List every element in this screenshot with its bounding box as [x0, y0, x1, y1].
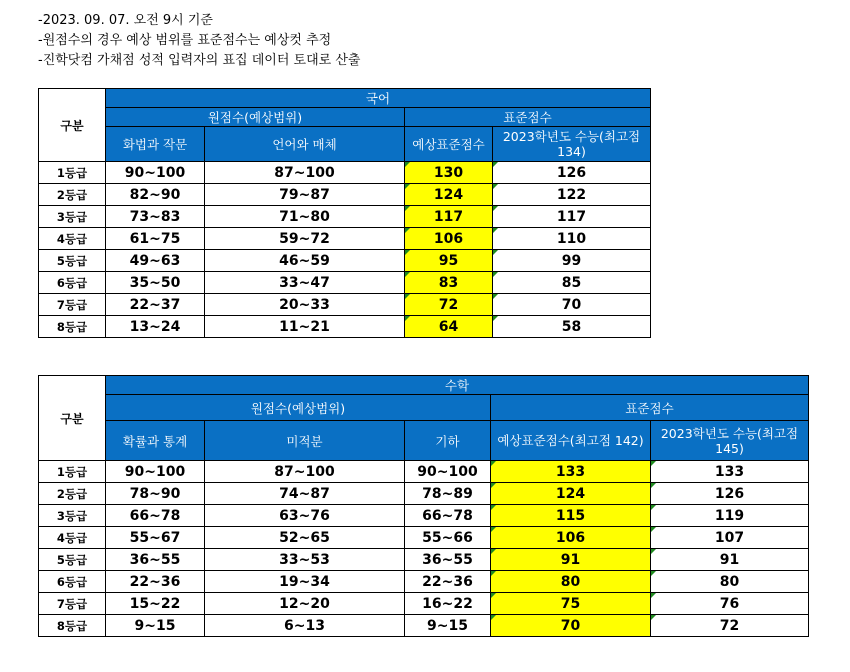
- eon-score-cell: 79~87: [205, 184, 405, 206]
- prev-std-cell: 91: [651, 549, 809, 571]
- eon-score-cell: 59~72: [205, 228, 405, 250]
- table-row: [39, 505, 809, 527]
- prob-score-cell: 36~55: [106, 549, 205, 571]
- prev-std-cell: 72: [651, 615, 809, 637]
- calc-score-cell: 63~76: [205, 505, 405, 527]
- pred-std-cell: 133: [491, 461, 651, 483]
- prev-std-cell: 126: [493, 162, 651, 184]
- prev-std-cell: 85: [493, 272, 651, 294]
- table-row: [39, 228, 651, 250]
- eon-score-cell: 71~80: [205, 206, 405, 228]
- grade-cell: 6등급: [39, 571, 106, 593]
- hwa-score-cell: 49~63: [106, 250, 205, 272]
- grade-cell: 8등급: [39, 316, 106, 338]
- prev-std-cell: 58: [493, 316, 651, 338]
- calc-score-cell: 74~87: [205, 483, 405, 505]
- table-row: [39, 483, 809, 505]
- eon-score-cell: 33~47: [205, 272, 405, 294]
- pred-std-cell: 70: [491, 615, 651, 637]
- prob-score-cell: 90~100: [106, 461, 205, 483]
- table-row: [39, 272, 651, 294]
- prev-std-cell: 133: [651, 461, 809, 483]
- calc-score-cell: 52~65: [205, 527, 405, 549]
- pred-std-cell: 130: [405, 162, 493, 184]
- prev-std-cell: 99: [493, 250, 651, 272]
- grade-cell: 5등급: [39, 549, 106, 571]
- grade-cell: 7등급: [39, 294, 106, 316]
- hwa-score-cell: 35~50: [106, 272, 205, 294]
- hwa-score-cell: 82~90: [106, 184, 205, 206]
- grade-cell: 4등급: [39, 527, 106, 549]
- table-row: [39, 294, 651, 316]
- geo-score-cell: 66~78: [405, 505, 491, 527]
- col-header-2023: 2023학년도 수능(최고점134): [493, 127, 651, 162]
- pred-std-cell: 124: [491, 483, 651, 505]
- table-row: [39, 162, 651, 184]
- grade-cell: 1등급: [39, 162, 106, 184]
- table-row: [39, 184, 651, 206]
- col-header-prob: 확률과 통계: [106, 421, 205, 461]
- hwa-score-cell: 22~37: [106, 294, 205, 316]
- grade-cell: 1등급: [39, 461, 106, 483]
- hwa-score-cell: 73~83: [106, 206, 205, 228]
- prev-std-cell: 117: [493, 206, 651, 228]
- pred-std-cell: 95: [405, 250, 493, 272]
- geo-score-cell: 90~100: [405, 461, 491, 483]
- prob-score-cell: 22~36: [106, 571, 205, 593]
- note-line: -진학닷컴 가채점 성적 입력자의 표집 데이터 토대로 산출: [38, 53, 361, 68]
- hwa-score-cell: 61~75: [106, 228, 205, 250]
- pred-std-cell: 64: [405, 316, 493, 338]
- pred-std-cell: 72: [405, 294, 493, 316]
- grade-cell: 3등급: [39, 505, 106, 527]
- pred-std-cell: 106: [405, 228, 493, 250]
- table-row: [39, 206, 651, 228]
- eon-score-cell: 46~59: [205, 250, 405, 272]
- hwa-score-cell: 90~100: [106, 162, 205, 184]
- prob-score-cell: 9~15: [106, 615, 205, 637]
- pred-std-cell: 80: [491, 571, 651, 593]
- geo-score-cell: 9~15: [405, 615, 491, 637]
- calc-score-cell: 19~34: [205, 571, 405, 593]
- prob-score-cell: 66~78: [106, 505, 205, 527]
- gubun-header: 구분: [39, 376, 106, 461]
- pred-std-cell: 115: [491, 505, 651, 527]
- prev-std-cell: 80: [651, 571, 809, 593]
- table-row: [39, 250, 651, 272]
- geo-score-cell: 16~22: [405, 593, 491, 615]
- raw-score-header: 원점수(예상범위): [106, 108, 405, 127]
- grade-cell: 8등급: [39, 615, 106, 637]
- prev-std-cell: 126: [651, 483, 809, 505]
- raw-score-header: 원점수(예상범위): [106, 395, 491, 421]
- eon-score-cell: 11~21: [205, 316, 405, 338]
- prob-score-cell: 15~22: [106, 593, 205, 615]
- prev-std-cell: 119: [651, 505, 809, 527]
- prev-std-cell: 122: [493, 184, 651, 206]
- prev-std-cell: 76: [651, 593, 809, 615]
- col-header-2023: 2023학년도 수능(최고점145): [651, 421, 809, 461]
- col-header-geo: 기하: [405, 421, 491, 461]
- table-row: [39, 461, 809, 483]
- table-row: [39, 316, 651, 338]
- table-row: [39, 571, 809, 593]
- prev-std-cell: 70: [493, 294, 651, 316]
- prev-std-cell: 107: [651, 527, 809, 549]
- prob-score-cell: 55~67: [106, 527, 205, 549]
- geo-score-cell: 78~89: [405, 483, 491, 505]
- calc-score-cell: 33~53: [205, 549, 405, 571]
- subject-header: 수학: [106, 376, 809, 395]
- eon-score-cell: 87~100: [205, 162, 405, 184]
- geo-score-cell: 22~36: [405, 571, 491, 593]
- grade-cell: 2등급: [39, 184, 106, 206]
- pred-std-cell: 91: [491, 549, 651, 571]
- grade-cell: 3등급: [39, 206, 106, 228]
- korean-table: [38, 88, 651, 338]
- table-row: [39, 593, 809, 615]
- pred-std-cell: 75: [491, 593, 651, 615]
- prob-score-cell: 78~90: [106, 483, 205, 505]
- grade-cell: 7등급: [39, 593, 106, 615]
- std-score-header: 표준점수: [491, 395, 809, 421]
- col-header-calc: 미적분: [205, 421, 405, 461]
- col-header-pred: 예상표준점수(최고점 142): [491, 421, 651, 461]
- gubun-header: 구분: [39, 89, 106, 162]
- table-row: [39, 527, 809, 549]
- grade-cell: 2등급: [39, 483, 106, 505]
- grade-cell: 4등급: [39, 228, 106, 250]
- grade-cell: 6등급: [39, 272, 106, 294]
- eon-score-cell: 20~33: [205, 294, 405, 316]
- prev-std-cell: 110: [493, 228, 651, 250]
- table-row: [39, 549, 809, 571]
- subject-header: 국어: [106, 89, 651, 108]
- geo-score-cell: 55~66: [405, 527, 491, 549]
- note-line: -2023. 09. 07. 오전 9시 기준: [38, 13, 213, 28]
- notes: [38, 11, 360, 71]
- col-header-eon: 언어와 매체: [205, 127, 405, 162]
- std-score-header: 표준점수: [405, 108, 651, 127]
- calc-score-cell: 6~13: [205, 615, 405, 637]
- pred-std-cell: 83: [405, 272, 493, 294]
- hwa-score-cell: 13~24: [106, 316, 205, 338]
- calc-score-cell: 87~100: [205, 461, 405, 483]
- pred-std-cell: 124: [405, 184, 493, 206]
- pred-std-cell: 117: [405, 206, 493, 228]
- grade-cell: 5등급: [39, 250, 106, 272]
- table-row: [39, 615, 809, 637]
- pred-std-cell: 106: [491, 527, 651, 549]
- geo-score-cell: 36~55: [405, 549, 491, 571]
- math-table: [38, 375, 809, 637]
- col-header-pred: 예상표준점수: [405, 127, 493, 162]
- note-line: -원점수의 경우 예상 범위를 표준점수는 예상컷 추정: [38, 33, 332, 48]
- calc-score-cell: 12~20: [205, 593, 405, 615]
- col-header-hwa: 화법과 작문: [106, 127, 205, 162]
